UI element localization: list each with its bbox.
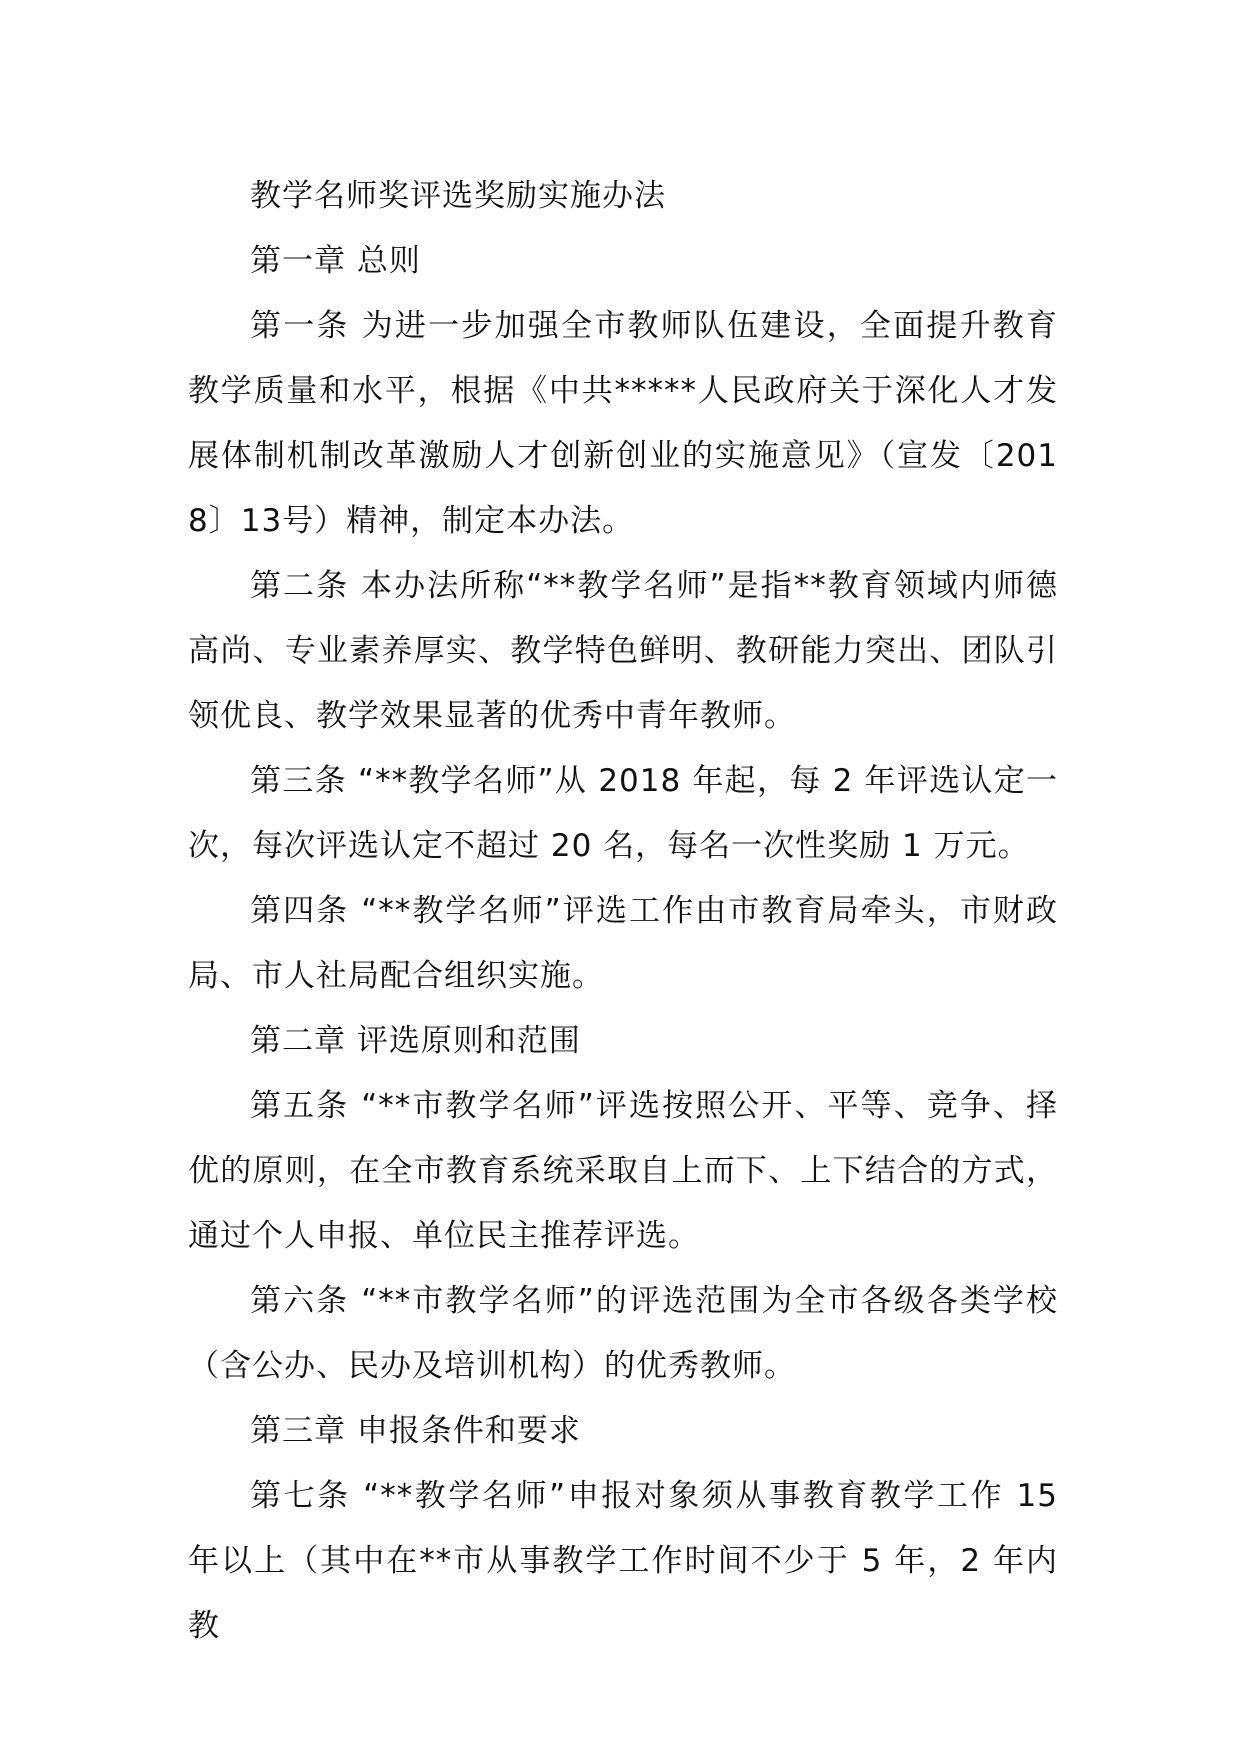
chapter-heading-3: 第三章 申报条件和要求 bbox=[250, 1413, 581, 1449]
article-2: 第二条 本办法所称“**教学名师”是指**教育领域内师德高尚、专业素养厚实、教学特色鲜明、教研能力突出、团队引领优良、教学效果显著的优秀中青年教师。 bbox=[188, 568, 1058, 734]
document-title: 教学名师奖评选奖励实施办法 bbox=[250, 178, 666, 214]
chapter-heading-1: 第一章 总则 bbox=[250, 243, 421, 279]
article-7: 第七条 “**教学名师”申报对象须从事教育教学工作 15 年以上（其中在**市从事教学工作时间不少于 5 年，2 年内教 bbox=[188, 1478, 1058, 1644]
article-4: 第四条 “**教学名师”评选工作由市教育局牵头，市财政局、市人社局配合组织实施。 bbox=[188, 893, 1058, 994]
chapter-heading-2: 第二章 评选原则和范围 bbox=[250, 1023, 581, 1059]
article-1: 第一条 为进一步加强全市教师队伍建设，全面提升教育教学质量和水平，根据《中共*****人民政府关于深化人才发展体制机制改革激励人才创新创业的实施意见》（宣发〔2018〕13号）精神，制定本办法。 bbox=[188, 308, 1058, 539]
article-5: 第五条 “**市教学名师”评选按照公开、平等、竞争、择优的原则，在全市教育系统采取自上而下、上下结合的方式，通过个人申报、单位民主推荐评选。 bbox=[188, 1088, 1058, 1254]
article-3: 第三条 “**教学名师”从 2018 年起，每 2 年评选认定一次，每次评选认定不超过 20 名，每名一次性奖励 1 万元。 bbox=[188, 763, 1058, 864]
document-body bbox=[188, 164, 1058, 1659]
article-6: 第六条 “**市教学名师”的评选范围为全市各级各类学校（含公办、民办及培训机构）的优秀教师。 bbox=[188, 1283, 1058, 1384]
